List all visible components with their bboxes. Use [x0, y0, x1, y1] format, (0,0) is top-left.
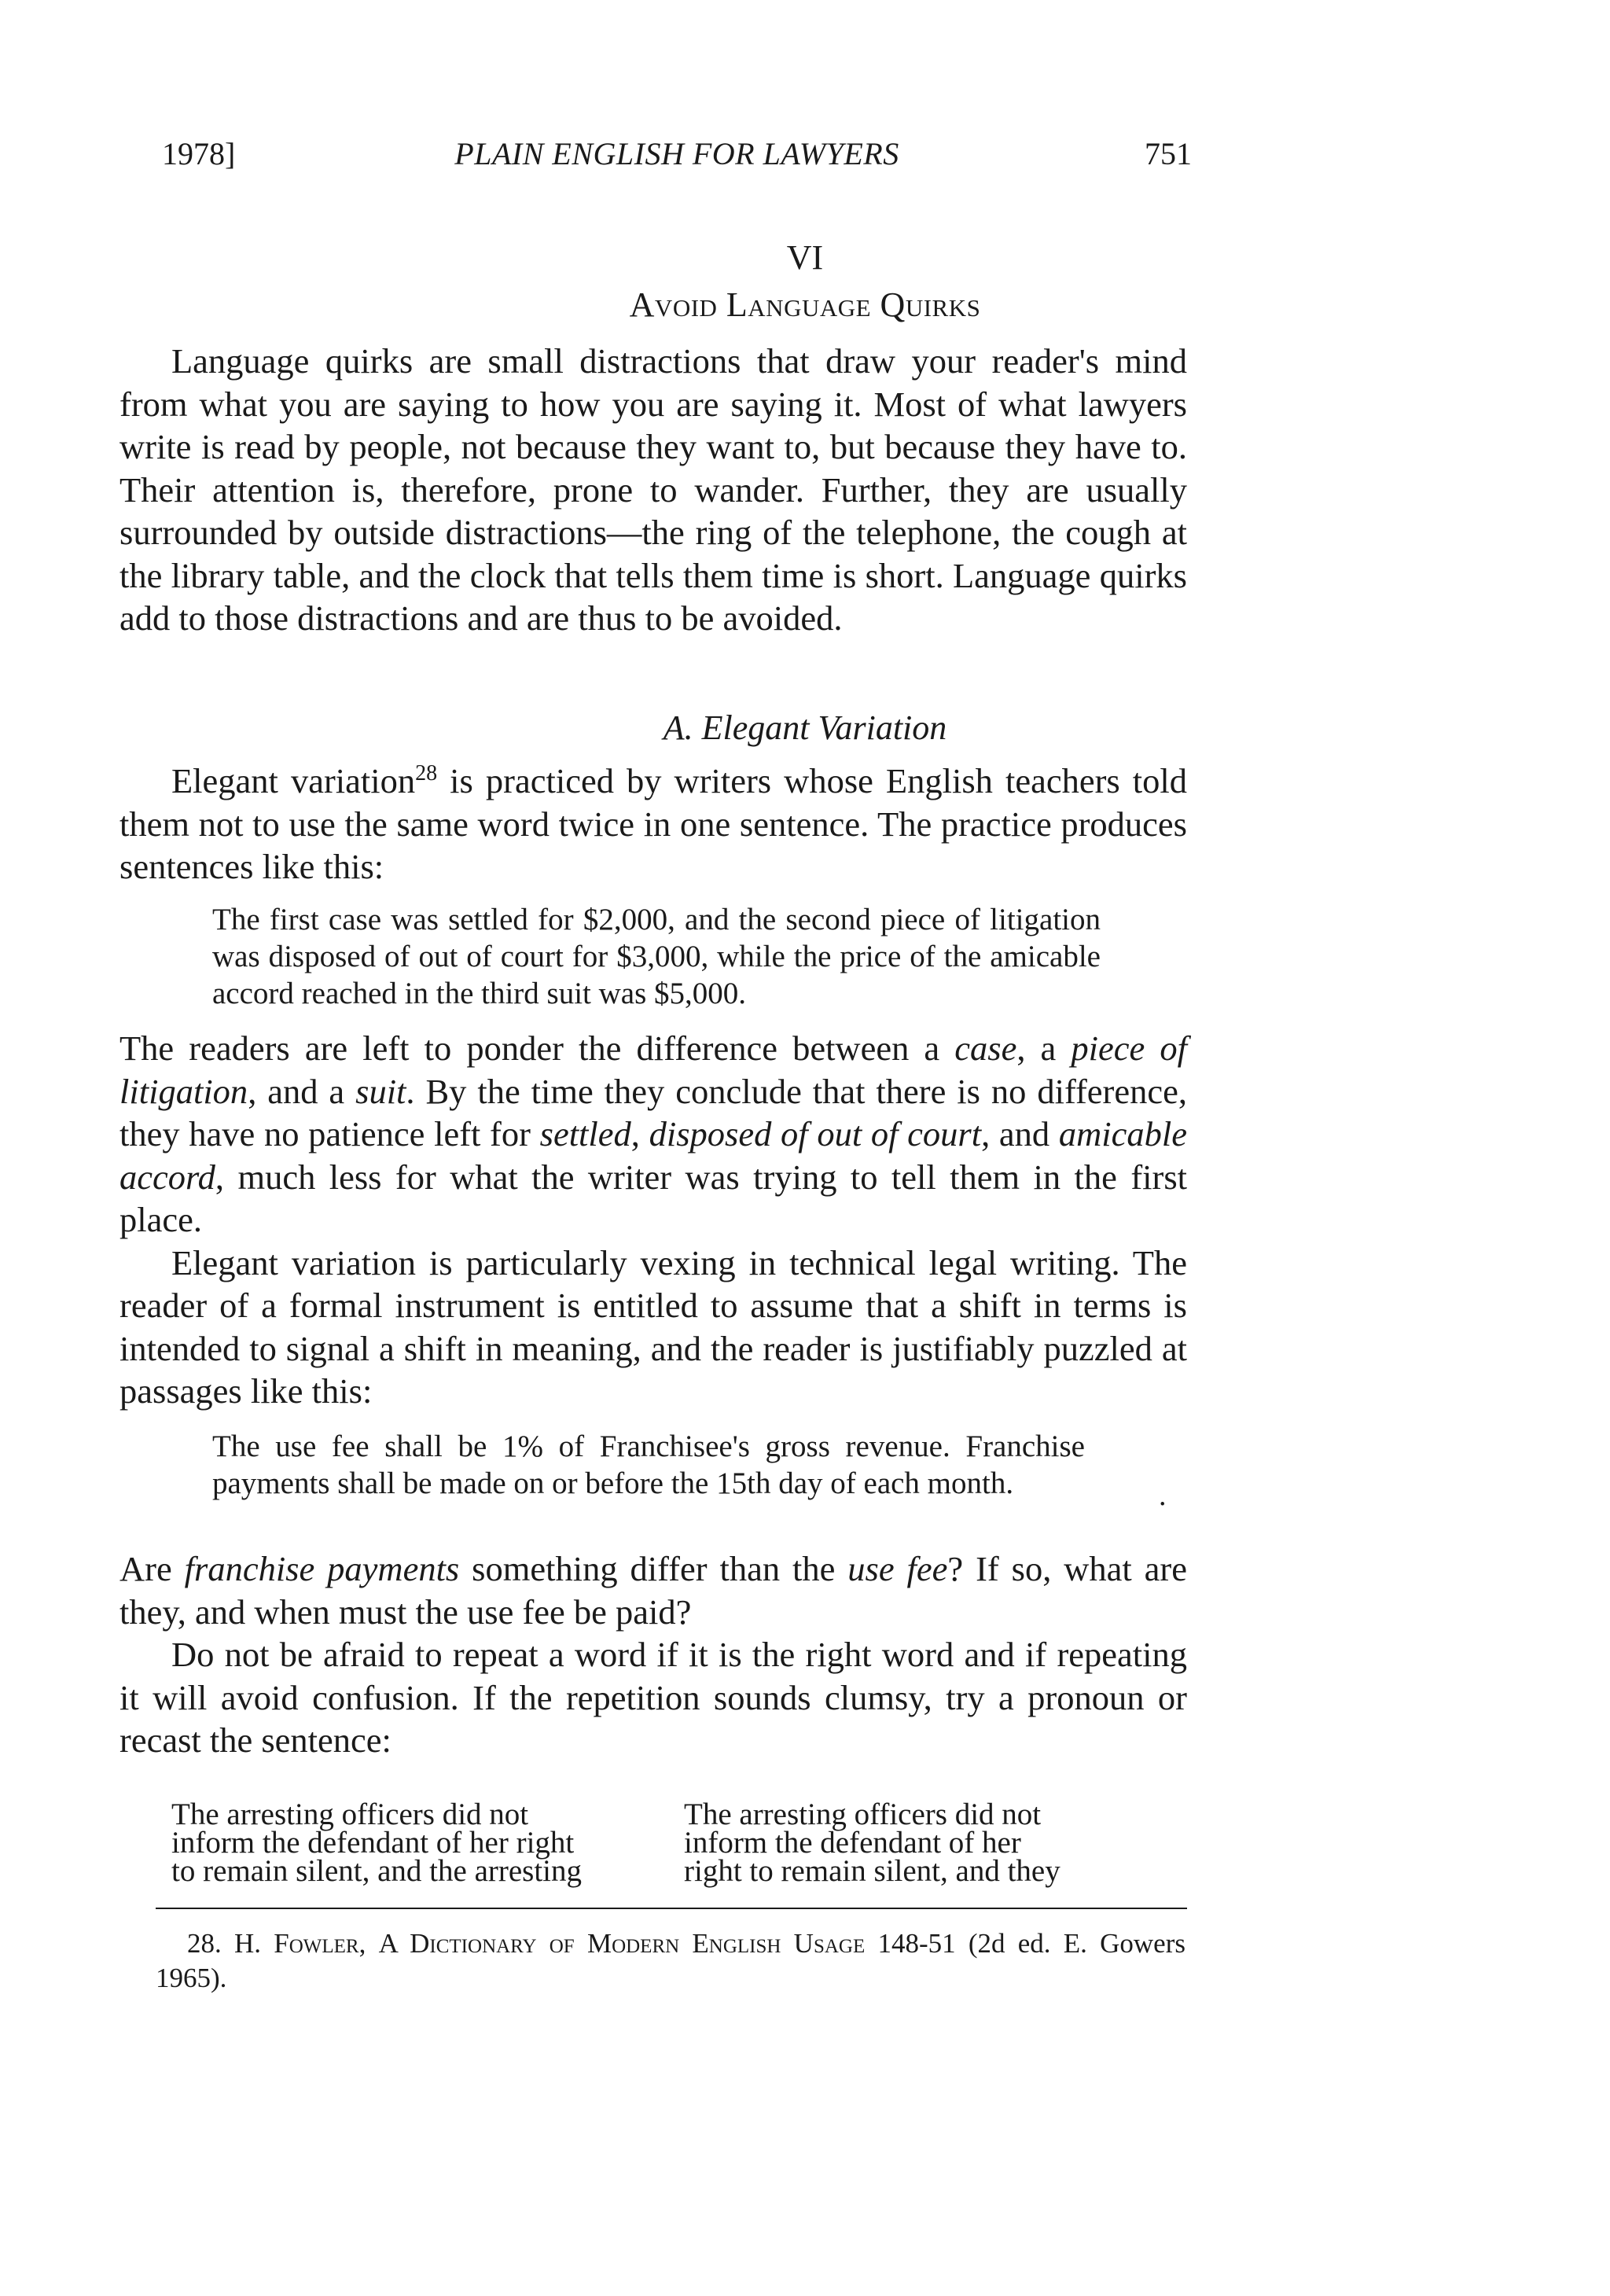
- footnote-book: A Dictionary of Modern English Usage: [378, 1928, 866, 1959]
- comparison-line: inform the defendant of her right: [171, 1826, 575, 1860]
- closing-text-block: [119, 1547, 1187, 1762]
- elegant-lead: Elegant variation: [171, 761, 416, 800]
- repeat-paragraph: Do not be afraid to repeat a word if it is the right word and if repeating it will avoid confusion. If the repetition sounds clumsy, try a pronoun or recast the sentence:: [119, 1635, 1187, 1760]
- elegant-paragraph-block: [119, 760, 1187, 889]
- footnote-28: [156, 1926, 1185, 1996]
- body-text-block: [119, 1027, 1187, 1413]
- footnote-divider: [156, 1908, 1187, 1909]
- header-running-title: PLAIN ENGLISH FOR LAWYERS: [454, 136, 899, 171]
- text-run: Are: [119, 1549, 185, 1588]
- block-quote-1: [212, 901, 1101, 1012]
- text-run: , and: [981, 1114, 1059, 1154]
- subsection-title: Elegant Variation: [701, 708, 947, 747]
- italic-term: amicable accord: [119, 1114, 1187, 1197]
- elegant-paragraph: [119, 760, 1187, 889]
- readers-paragraph: [119, 1027, 1187, 1242]
- italic-term: settled: [539, 1114, 631, 1154]
- text-run: ? If so, what are they, and when must the use fee be paid?: [119, 1549, 1187, 1632]
- intro-paragraph-block: [119, 340, 1187, 640]
- subsection-label: A.: [663, 708, 693, 747]
- footnote-author: H. Fowler: [233, 1928, 359, 1959]
- comparison-line: The arresting officers did not: [171, 1797, 529, 1831]
- section-number: VI: [786, 238, 824, 277]
- vexing-paragraph: Elegant variation is particularly vexing in technical legal writing. The reader of a formal instrument is entitled to assume that a shift in terms is intended to signal a shift in meaning, and the reader is justifiably puzzled at passages like this:: [119, 1242, 1187, 1411]
- text-run: , much less for what the writer was trying to tell them in the first place.: [119, 1157, 1187, 1239]
- quote-1-text: The first case was settled for $2,000, and the second piece of litigation was disposed of out of court for $3,000, while the price of the amicable accord reached in the third suit was $5,000.: [212, 903, 1101, 1010]
- question-paragraph: [119, 1547, 1187, 1633]
- page-number: 751: [1145, 136, 1192, 171]
- italic-term: use fee: [847, 1549, 948, 1588]
- italic-term: piece of litigation: [119, 1028, 1187, 1111]
- comparison-line: right to remain silent, and they: [684, 1854, 1060, 1888]
- text-run: , and a: [248, 1071, 356, 1111]
- italic-term: franchise payments: [184, 1549, 460, 1588]
- elegant-rest: is practiced by writers whose English teachers told them not to use the same word twice in one sentence. The practice produces sentences like this:: [119, 761, 1187, 886]
- footnote-citation: 148-51 (2d ed. E. Gowers 1965).: [156, 1928, 1185, 1993]
- text-run: . By the time they conclude that there is no difference, they have no patience left for: [119, 1071, 1187, 1154]
- quote-2-text: The use fee shall be 1% of Franchisee's gross revenue. Franchise payments shall be made on or before the 15th day of each month.: [212, 1429, 1085, 1500]
- footnote-number: 28.: [187, 1928, 222, 1959]
- comparison-line: The arresting officers did not: [684, 1797, 1042, 1831]
- text-run: something differ than the: [459, 1549, 848, 1588]
- comparison-line: inform the defendant of her: [684, 1826, 1021, 1860]
- text-run: ,: [630, 1114, 649, 1154]
- section-title: Avoid Language Quirks: [629, 285, 981, 324]
- stray-mark: .: [1159, 1479, 1167, 1512]
- comparison-line: to remain silent, and the arresting: [171, 1854, 583, 1888]
- comparison-left: [171, 1797, 675, 1888]
- running-header: [162, 135, 1192, 182]
- header-year: 1978]: [162, 136, 236, 171]
- text-run: , a: [1016, 1028, 1071, 1068]
- footnote-separator: ,: [358, 1928, 379, 1959]
- comparison-right: [684, 1797, 1187, 1888]
- subsection-heading: [0, 708, 1610, 748]
- italic-term: suit: [355, 1071, 406, 1111]
- intro-paragraph: Language quirks are small distractions that draw your reader's mind from what you are saying to how you are saying it. Most of what lawyers write is read by people, not because they want to, but because they have to. Their attention is, therefore, prone to wander. Further, they are usually surrounded by outside distractions—the ring of the telephone, the cough at the library table, and the clock that tells them time is short. Language quirks add to those distractions and are thus to be avoided.: [119, 341, 1187, 638]
- italic-term: case: [954, 1028, 1017, 1068]
- text-run: The readers are left to ponder the difference between a: [119, 1028, 955, 1068]
- footnote-ref: 28: [415, 761, 438, 786]
- block-quote-2: [212, 1428, 1085, 1502]
- italic-term: disposed of out of court: [649, 1114, 982, 1154]
